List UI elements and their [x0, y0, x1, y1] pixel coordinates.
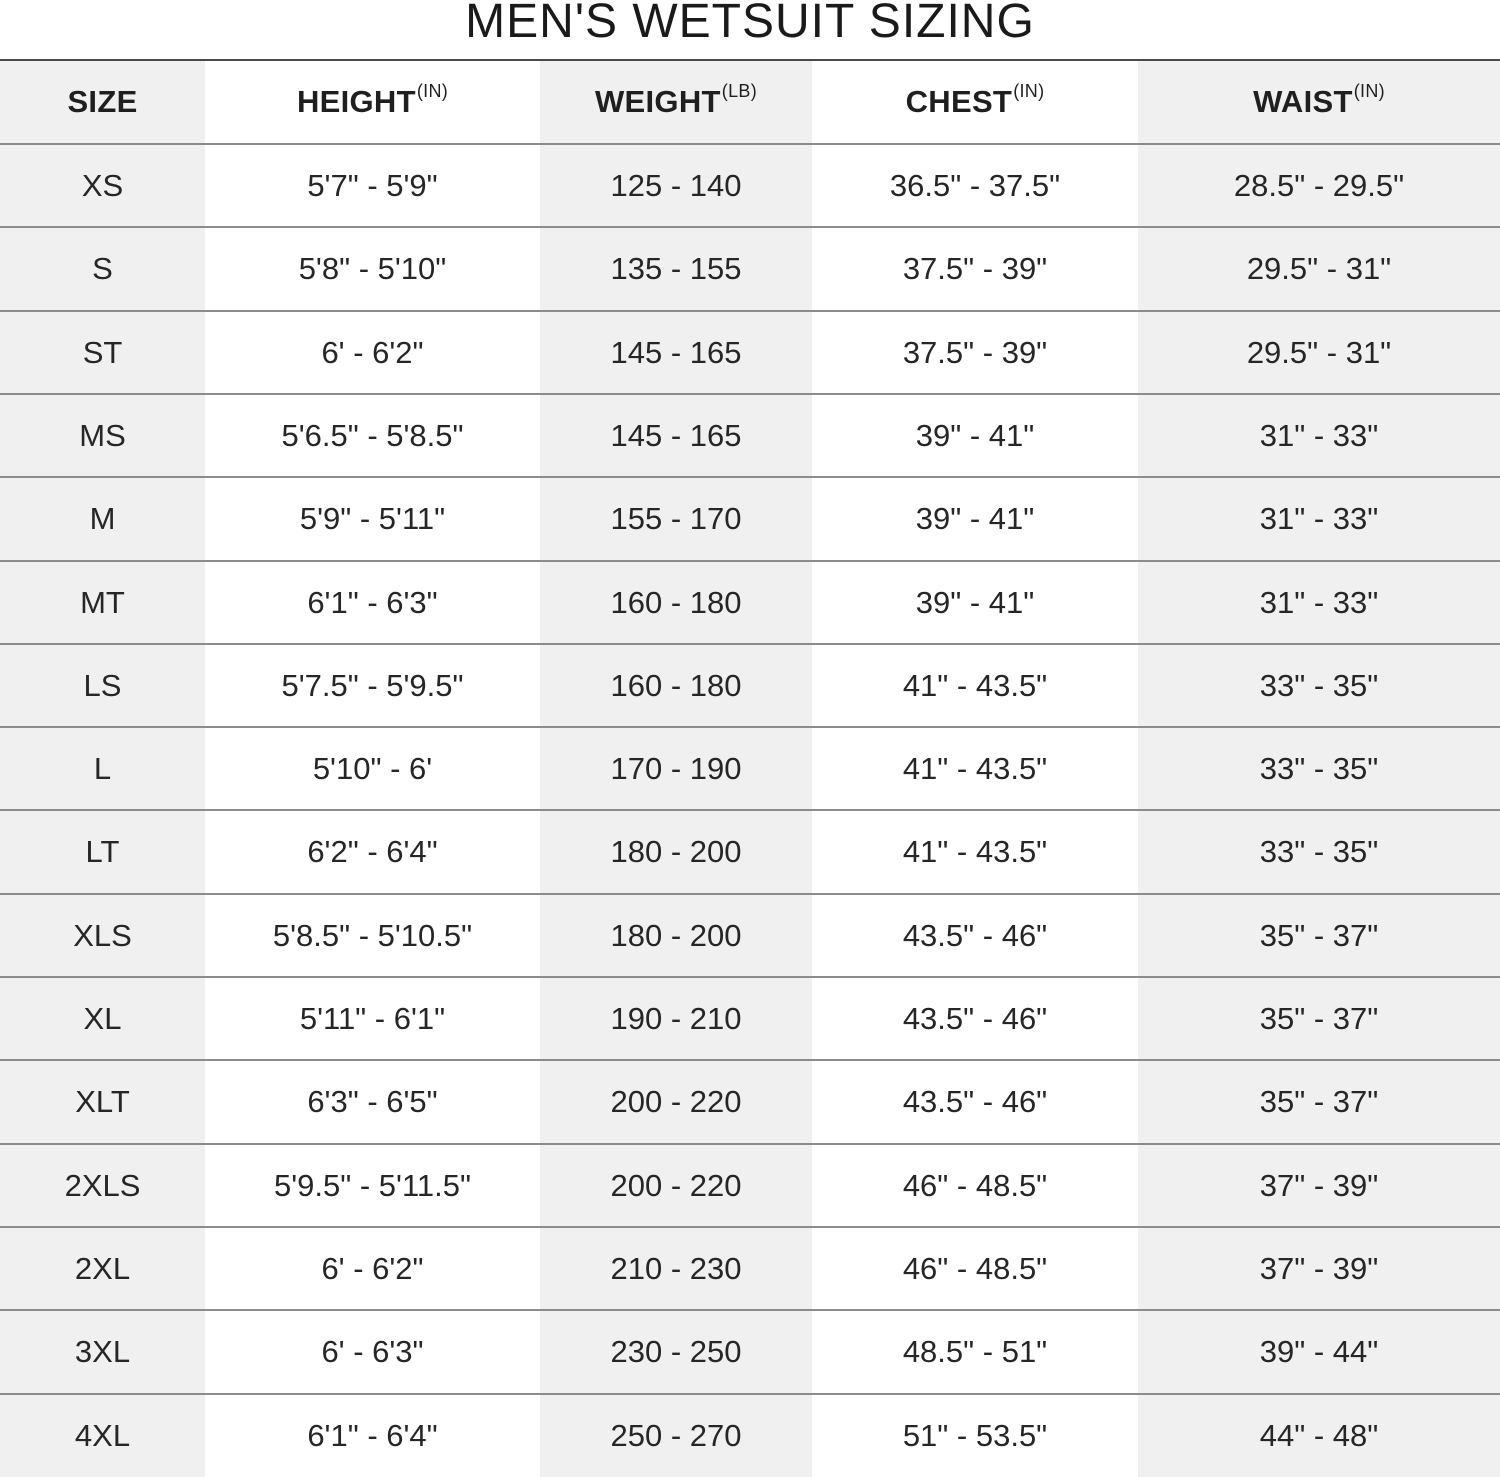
weight-cell: 180 - 200 [610, 833, 742, 869]
waist-cell: 31" - 33" [1259, 417, 1379, 453]
waist-cell: 44" - 48" [1259, 1417, 1379, 1453]
size-cell: XLT [75, 1083, 130, 1119]
size-column-header [0, 84, 205, 120]
height-cell: 5'9.5" - 5'11.5" [273, 1167, 471, 1203]
size-cell: 3XL [74, 1333, 131, 1369]
size-cell: 2XL [74, 1250, 131, 1286]
table-row [0, 478, 1500, 559]
height-column-header [205, 80, 540, 120]
table-row [0, 728, 1500, 809]
waist-cell: 37" - 39" [1259, 1250, 1379, 1286]
weight-cell: 200 - 220 [610, 1167, 742, 1203]
chest-column-header [812, 80, 1138, 120]
size-cell: MT [80, 584, 125, 620]
height-cell: 5'11" - 6'1" [299, 1000, 446, 1036]
weight-cell: 160 - 180 [610, 667, 742, 703]
waist-unit-label: (IN) [1353, 80, 1385, 101]
table-row [0, 1395, 1500, 1476]
sizing-table [0, 61, 1500, 1477]
weight-cell: 125 - 140 [610, 167, 742, 203]
weight-cell: 135 - 155 [610, 250, 742, 286]
chest-cell: 46" - 48.5" [902, 1250, 1048, 1286]
chest-cell: 39" - 41" [915, 500, 1035, 536]
weight-cell: 180 - 200 [610, 917, 742, 953]
waist-cell: 33" - 35" [1259, 833, 1379, 869]
height-cell: 5'10" - 6' [312, 750, 433, 786]
size-cell: ST [82, 334, 123, 370]
weight-cell: 145 - 165 [610, 417, 742, 453]
weight-cell: 250 - 270 [610, 1417, 742, 1453]
height-cell: 6'1" - 6'3" [307, 584, 438, 620]
waist-cell: 35" - 37" [1259, 1083, 1379, 1119]
weight-cell: 200 - 220 [610, 1083, 742, 1119]
size-cell: LT [85, 833, 120, 869]
waist-column-header [1138, 80, 1500, 120]
table-row [0, 811, 1500, 892]
height-cell: 5'6.5" - 5'8.5" [281, 417, 464, 453]
size-cell: XL [83, 1000, 122, 1036]
size-cell: MS [79, 417, 126, 453]
size-cell: S [92, 250, 113, 286]
weight-unit-label: (LB) [721, 80, 757, 101]
chest-cell: 43.5" - 46" [902, 1000, 1048, 1036]
waist-cell: 33" - 35" [1259, 750, 1379, 786]
size-cell: L [93, 750, 112, 786]
chest-cell: 41" - 43.5" [902, 833, 1048, 869]
weight-header-label: WEIGHT [594, 84, 721, 119]
table-row [0, 895, 1500, 976]
chest-cell: 39" - 41" [915, 584, 1035, 620]
weight-cell: 155 - 170 [610, 500, 742, 536]
waist-cell: 35" - 37" [1259, 1000, 1379, 1036]
waist-cell: 29.5" - 31" [1246, 334, 1392, 370]
size-cell: M [89, 500, 116, 536]
chest-cell: 41" - 43.5" [902, 667, 1048, 703]
chest-cell: 51" - 53.5" [902, 1417, 1048, 1453]
height-cell: 6' - 6'3" [321, 1333, 424, 1369]
weight-cell: 160 - 180 [610, 584, 742, 620]
waist-cell: 28.5" - 29.5" [1233, 167, 1405, 203]
height-header-label: HEIGHT [296, 84, 416, 119]
chest-cell: 37.5" - 39" [902, 334, 1048, 370]
table-row [0, 978, 1500, 1059]
weight-cell: 170 - 190 [610, 750, 742, 786]
waist-cell: 35" - 37" [1259, 917, 1379, 953]
waist-cell: 29.5" - 31" [1246, 250, 1392, 286]
table-row [0, 145, 1500, 226]
chest-cell: 37.5" - 39" [902, 250, 1048, 286]
weight-cell: 190 - 210 [610, 1000, 742, 1036]
weight-cell: 230 - 250 [610, 1333, 742, 1369]
waist-cell: 39" - 44" [1259, 1333, 1379, 1369]
table-row [0, 1311, 1500, 1392]
height-cell: 6'2" - 6'4" [307, 833, 438, 869]
chest-unit-label: (IN) [1013, 80, 1045, 101]
table-row [0, 312, 1500, 393]
waist-cell: 31" - 33" [1259, 500, 1379, 536]
waist-cell: 33" - 35" [1259, 667, 1379, 703]
height-cell: 5'7.5" - 5'9.5" [281, 667, 464, 703]
chest-cell: 39" - 41" [915, 417, 1035, 453]
chest-cell: 41" - 43.5" [902, 750, 1048, 786]
size-cell: LS [83, 667, 122, 703]
size-header-label: SIZE [67, 84, 138, 119]
table-row [0, 645, 1500, 726]
chest-cell: 43.5" - 46" [902, 917, 1048, 953]
table-header-row [0, 61, 1500, 143]
table-row [0, 228, 1500, 309]
size-cell: XS [81, 167, 124, 203]
size-cell: 4XL [74, 1417, 131, 1453]
waist-cell: 37" - 39" [1259, 1167, 1379, 1203]
table-row [0, 1228, 1500, 1309]
weight-cell: 210 - 230 [610, 1250, 742, 1286]
chest-cell: 48.5" - 51" [902, 1333, 1048, 1369]
chest-cell: 43.5" - 46" [902, 1083, 1048, 1119]
waist-header-label: WAIST [1253, 84, 1353, 119]
height-cell: 5'7" - 5'9" [307, 167, 438, 203]
size-cell: 2XLS [64, 1167, 141, 1203]
weight-cell: 145 - 165 [610, 334, 742, 370]
height-cell: 5'8" - 5'10" [298, 250, 447, 286]
height-cell: 6'3" - 6'5" [307, 1083, 438, 1119]
height-cell: 5'8.5" - 5'10.5" [272, 917, 473, 953]
table-row [0, 562, 1500, 643]
table-row [0, 1145, 1500, 1226]
page-title: MEN'S WETSUIT SIZING [465, 0, 1035, 48]
weight-column-header [540, 80, 812, 120]
height-unit-label: (IN) [416, 80, 449, 101]
table-row [0, 395, 1500, 476]
waist-cell: 31" - 33" [1259, 584, 1379, 620]
height-cell: 6'1" - 6'4" [307, 1417, 438, 1453]
chest-cell: 46" - 48.5" [902, 1167, 1048, 1203]
chest-cell: 36.5" - 37.5" [889, 167, 1061, 203]
height-cell: 5'9" - 5'11" [299, 500, 446, 536]
table-row [0, 1061, 1500, 1142]
height-cell: 6' - 6'2" [321, 334, 424, 370]
height-cell: 6' - 6'2" [321, 1250, 424, 1286]
size-cell: XLS [73, 917, 132, 953]
chest-header-label: CHEST [905, 84, 1013, 119]
